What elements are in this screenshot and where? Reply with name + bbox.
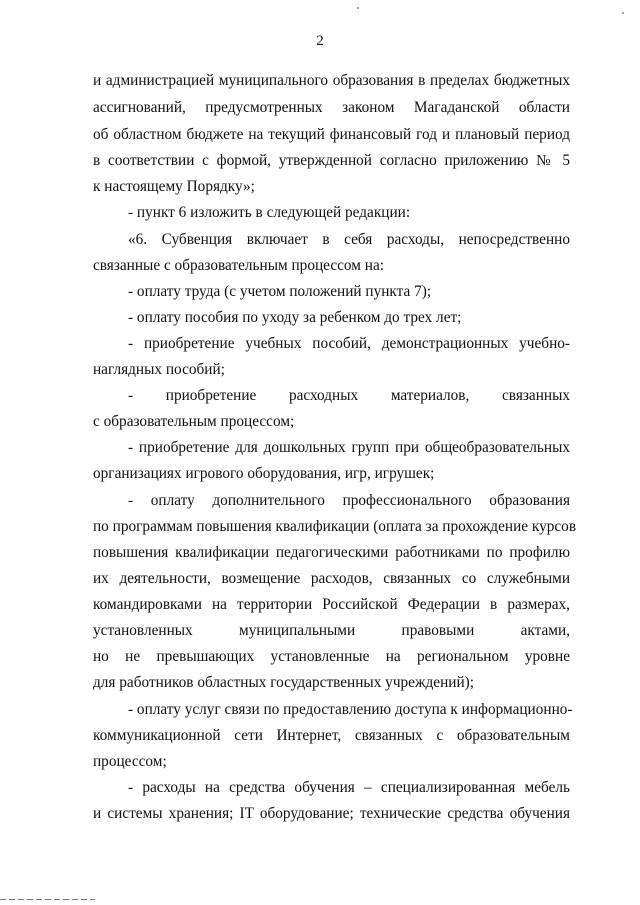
- page-number: 2: [316, 33, 324, 49]
- text-line: к настоящему Порядку»;: [93, 178, 255, 195]
- text-line: связанные с образовательным процессом на:: [93, 257, 384, 274]
- text-line: с образовательным процессом;: [93, 413, 295, 430]
- text-line: в соответствии с формой, утвержденной согласно приложению № 5: [93, 152, 570, 169]
- text-line: - расходы на средства обучения – специализированная мебель: [128, 779, 570, 796]
- text-line: коммуникационной сети Интернет, связанных с образовательным: [93, 727, 570, 744]
- text-line: повышения квалификации педагогическими работниками по профилю: [93, 544, 570, 561]
- text-line: - оплату труда (с учетом положений пункта 7);: [128, 283, 432, 300]
- text-line: ассигнований, предусмотренных законом Магаданской области: [93, 99, 570, 116]
- text-line: процессом;: [93, 753, 167, 770]
- text-line: «6. Субвенция включает в себя расходы, непосредственно: [128, 231, 570, 248]
- text-line: по программам повышения квалификации (оплата за прохождение курсов: [93, 518, 577, 535]
- text-line: - приобретение расходных материалов, связанных: [128, 387, 570, 404]
- text-line: - оплату дополнительного профессионального образования: [128, 492, 570, 509]
- text-line: - оплату услуг связи по предоставлению доступа к информационно-: [128, 701, 573, 718]
- text-line: - приобретение для дошкольных групп при общеобразовательных: [128, 439, 570, 456]
- text-line: - оплату пособия по уходу за ребенком до трех лет;: [128, 309, 462, 326]
- text-line: для работников областных государственных учреждений);: [93, 674, 474, 691]
- text-line: но не превышающих установленные на региональном уровне: [93, 648, 570, 665]
- text-line: наглядных пособий;: [93, 361, 225, 378]
- text-line: установленных муниципальными правовыми актами,: [93, 622, 570, 639]
- text-line: - пункт 6 изложить в следующей редакции:: [128, 204, 411, 221]
- text-line: командировками на территории Российской Федерации в размерах,: [93, 596, 570, 613]
- text-line: и системы хранения; IT оборудование; технические средства обучения: [93, 805, 570, 822]
- text-line: - приобретение учебных пособий, демонстрационных учебно-: [128, 335, 570, 352]
- scan-edge-mark: [0, 899, 95, 900]
- text-line: об областном бюджете на текущий финансовый год и плановый период: [93, 126, 570, 143]
- text-line: организациях игрового оборудования, игр, игрушек;: [93, 465, 435, 482]
- text-line: их деятельности, возмещение расходов, связанных со служебными: [93, 570, 570, 587]
- text-line: и администрацией муниципального образования в пределах бюджетных: [93, 72, 570, 89]
